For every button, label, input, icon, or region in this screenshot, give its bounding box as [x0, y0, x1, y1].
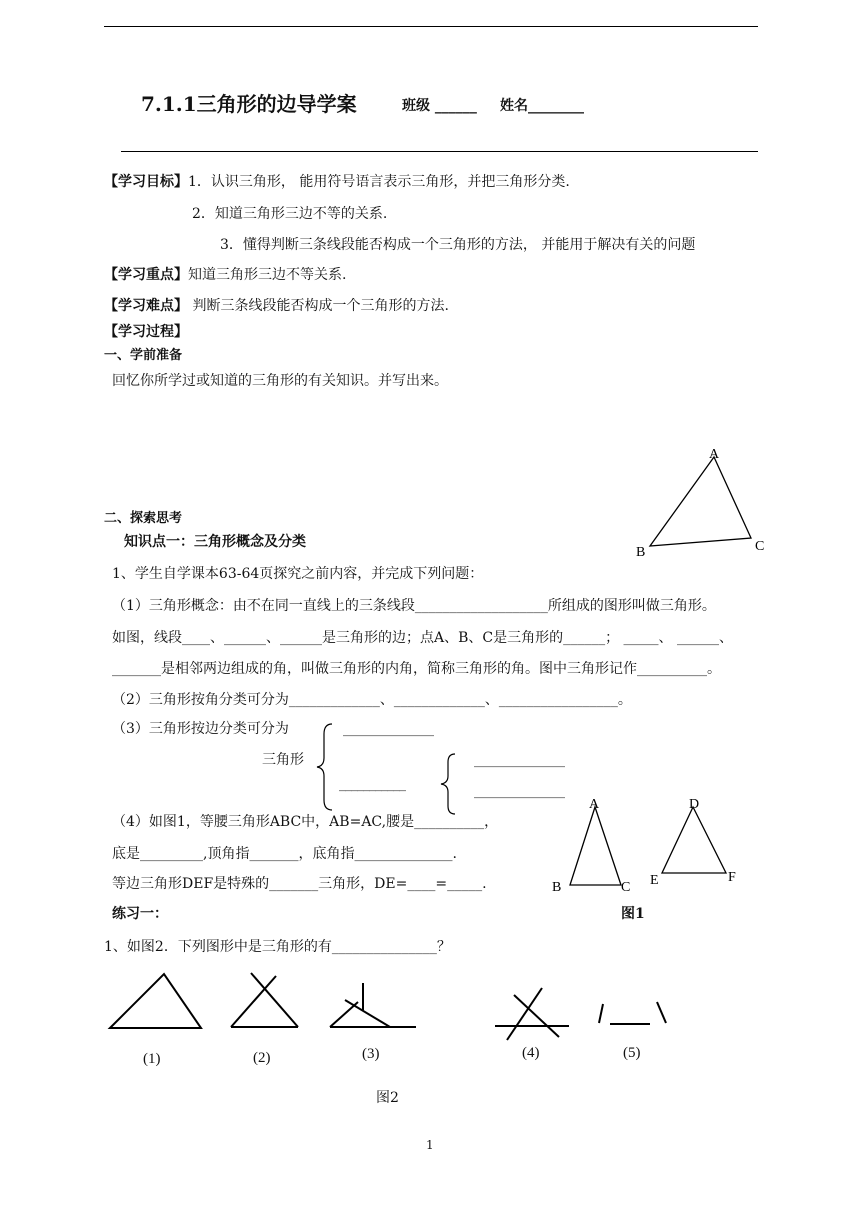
question-3: （3）三角形按边分类可分为 [112, 721, 289, 737]
fig1-b-label: B [552, 880, 562, 895]
classification-blank-r1: _____________ [474, 752, 565, 768]
question-4-3: 等边三角形DEF是特殊的_______三角形，DE=____=_____. [112, 876, 487, 892]
shape-3-label: (3) [362, 1046, 380, 1062]
objective-2: 2．知道三角形三边不等的关系. [192, 206, 388, 222]
header-top-rule [104, 26, 758, 27]
class-label: 班级 ______ [402, 98, 477, 114]
section2-heading: 二、探索思考 [104, 511, 183, 526]
shape-2 [231, 973, 298, 1027]
question-1: 1、学生自学课本63-64页探究之前内容，并完成下列问题： [112, 566, 484, 582]
figure-1-caption: 图1 [621, 906, 645, 922]
question-2: （2）三角形按角分类可分为_____________、_____________、_________________。 [112, 692, 632, 708]
section1-heading: 一、学前准备 [104, 348, 183, 363]
difficulty-text: 判断三条线段能否构成一个三角形的方法. [192, 298, 449, 314]
fig1-e-label: E [650, 873, 659, 888]
fig1-f-label: F [728, 870, 736, 885]
exercise1-question-1: 1、如图2．下列图形中是三角形的有_______________？ [104, 939, 451, 955]
classification-blank-r2: _____________ [474, 783, 565, 799]
triangle-abc-figure [630, 445, 780, 565]
difficulty [104, 297, 449, 315]
classification-root: 三角形 [262, 752, 304, 768]
knowledge-point-1: 知识点一：三角形概念及分类 [124, 534, 306, 550]
shape-4 [495, 988, 569, 1040]
page-title: 7.1.1三角形的边导学案 [141, 92, 357, 116]
question-1-3: _______是相邻两边组成的角，叫做三角形的内角，简称三角形的角。图中三角形记作__________。 [112, 661, 721, 677]
fig1-d-label: D [689, 797, 700, 812]
shape-2-label: (2) [253, 1050, 271, 1066]
title-rule [121, 151, 758, 152]
question-1-1: （1）三角形概念：由不在同一直线上的三条线段___________________所组成的图形叫做三角形。 [112, 598, 716, 614]
key-point [104, 266, 346, 284]
classification-blank-mid: ___________ [339, 776, 405, 792]
exercise1-heading: 练习一： [112, 906, 168, 922]
difficulty-label: 【学习难点】 [104, 298, 188, 314]
vertex-c-label: C [755, 539, 765, 554]
shape-1 [110, 974, 201, 1028]
name-label: 姓名________ [500, 98, 584, 114]
fig1-c-label: C [621, 880, 631, 895]
classification-brace-main [316, 722, 336, 812]
figure-2-caption: 图2 [376, 1090, 399, 1106]
question-4-2: 底是_________,顶角指_______，底角指______________. [112, 846, 457, 862]
question-1-2: 如图，线段____、______、______是三角形的边；点A、B、C是三角形的______； _____、 ______、 [112, 630, 734, 646]
shape-5 [599, 1002, 666, 1024]
vertex-a-label: A [709, 447, 720, 462]
shape-1-label: (1) [143, 1051, 161, 1067]
classification-brace-sub [439, 752, 459, 816]
page-number: 1 [426, 1138, 434, 1152]
shape-3 [330, 983, 416, 1027]
shape-4-label: (4) [522, 1045, 540, 1061]
objective-3: 3．懂得判断三条线段能否构成一个三角形的方法， 并能用于解决有关的问题 [220, 237, 696, 253]
process-label: 【学习过程】 [104, 324, 188, 340]
section1-text: 回忆你所学过或知道的三角形的有关知识。并写出来。 [112, 373, 448, 389]
objectives-label: 【学习目标】 [104, 174, 188, 190]
fig1-a-label: A [589, 797, 600, 812]
objective-1: 1．认识三角形， 能用符号语言表示三角形，并把三角形分类. [188, 174, 570, 190]
key-point-text: 知道三角形三边不等关系. [188, 267, 347, 283]
question-4-1: （4）如图1，等腰三角形ABC中，AB=AC,腰是__________， [112, 814, 499, 830]
key-point-label: 【学习重点】 [104, 267, 188, 283]
figure-1 [548, 795, 748, 895]
objectives-block [104, 173, 570, 191]
shape-5-label: (5) [623, 1045, 641, 1061]
classification-blank-top: _____________ [343, 721, 434, 737]
vertex-b-label: B [636, 545, 646, 560]
figure-2 [100, 970, 700, 1080]
